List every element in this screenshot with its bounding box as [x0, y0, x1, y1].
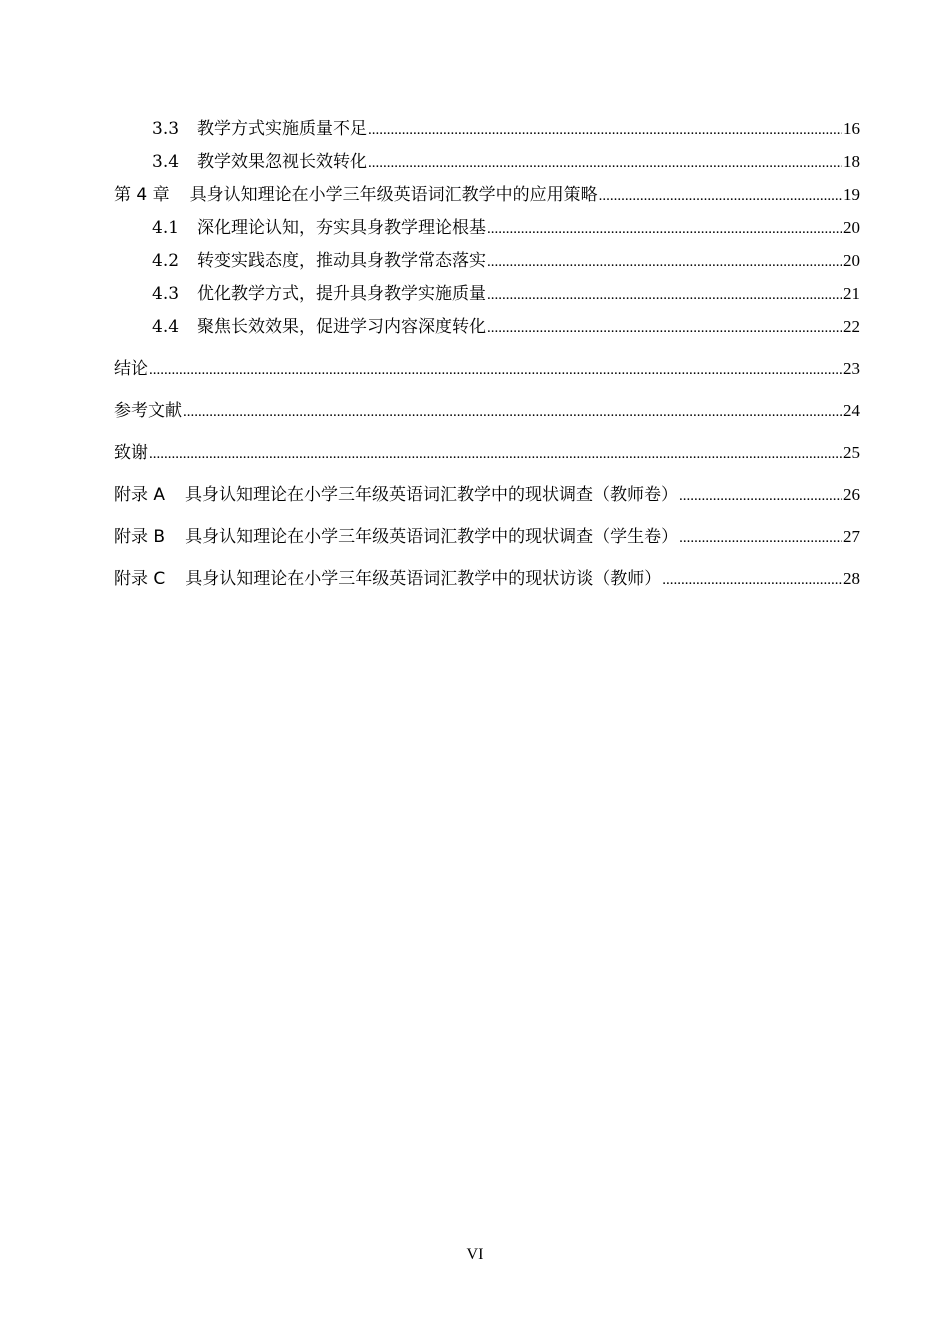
- toc-entry-title: 参考文献: [114, 401, 182, 421]
- toc-entry-title: 具身认知理论在小学三年级英语词汇教学中的应用策略: [189, 185, 598, 205]
- toc-entry-title: 具身认知理论在小学三年级英语词汇教学中的现状访谈（教师）: [185, 569, 662, 589]
- toc-entry[interactable]: [114, 184, 860, 207]
- toc-entry-title: 优化教学方式，提升具身教学实施质量: [197, 284, 487, 304]
- toc-entry[interactable]: [114, 400, 860, 423]
- toc-entry-title: 转变实践态度，推动具身教学常态落实: [197, 251, 487, 271]
- toc-leader-dots: [183, 401, 842, 423]
- toc-entry-page: 28: [843, 569, 860, 588]
- toc-entry[interactable]: [114, 316, 860, 339]
- toc-entry-page: 21: [843, 284, 860, 303]
- toc-entry-page: 25: [843, 443, 860, 462]
- toc-leader-dots: [368, 119, 842, 141]
- toc-leader-dots: [679, 485, 842, 507]
- toc-entry-page: 18: [843, 152, 860, 171]
- toc-entry-number: 第 4 章: [114, 185, 170, 205]
- toc-leader-dots: [662, 569, 842, 591]
- toc-entry[interactable]: [114, 250, 860, 273]
- toc-entry-title: 具身认知理论在小学三年级英语词汇教学中的现状调查（学生卷）: [185, 527, 679, 547]
- toc-leader-dots: [487, 251, 842, 273]
- toc-leader-dots: [149, 443, 842, 465]
- toc-entry-page: 26: [843, 485, 860, 504]
- toc-entry-number: 附录 B: [114, 527, 166, 547]
- toc-entry-title: 教学效果忽视长效转化: [197, 152, 368, 172]
- toc-entry-page: 27: [843, 527, 860, 546]
- toc-entry[interactable]: [114, 442, 860, 465]
- toc-entry-title: 具身认知理论在小学三年级英语词汇教学中的现状调查（教师卷）: [185, 485, 679, 505]
- toc-entry[interactable]: [114, 526, 860, 549]
- toc-entry-page: 20: [843, 218, 860, 237]
- toc-entry-number: 附录 A: [114, 485, 166, 505]
- toc-leader-dots: [679, 527, 842, 549]
- toc-leader-dots: [368, 152, 842, 174]
- toc-entry[interactable]: [114, 283, 860, 306]
- toc-entry-page: 20: [843, 251, 860, 270]
- toc-entry-title: 结论: [114, 359, 148, 379]
- toc-entry-title: 聚焦长效效果，促进学习内容深度转化: [197, 317, 487, 337]
- toc-entry-page: 16: [843, 119, 860, 138]
- toc-entry[interactable]: [114, 568, 860, 591]
- toc-entry-number: 4.1: [152, 218, 180, 238]
- toc-entry-title: 致谢: [114, 443, 148, 463]
- page-number: VI: [466, 1246, 484, 1263]
- toc-entry-page: 23: [843, 359, 860, 378]
- toc-entry[interactable]: [114, 217, 860, 240]
- toc-entry-number: 3.3: [152, 119, 180, 139]
- toc-entry-page: 22: [843, 317, 860, 336]
- toc-entry[interactable]: [114, 358, 860, 381]
- toc-entry-page: 19: [843, 185, 860, 204]
- toc-leader-dots: [487, 317, 842, 339]
- table-of-contents: [114, 118, 860, 610]
- toc-leader-dots: [487, 218, 842, 240]
- toc-entry-number: 3.4: [152, 152, 180, 172]
- toc-leader-dots: [599, 185, 842, 207]
- toc-entry[interactable]: [114, 118, 860, 141]
- toc-leader-dots: [487, 284, 842, 306]
- toc-entry-number: 4.4: [152, 317, 180, 337]
- toc-entry[interactable]: [114, 151, 860, 174]
- toc-entry-number: 4.3: [152, 284, 180, 304]
- toc-leader-dots: [149, 359, 842, 381]
- toc-entry[interactable]: [114, 484, 860, 507]
- toc-entry-title: 深化理论认知，夯实具身教学理论根基: [197, 218, 487, 238]
- toc-entry-number: 附录 C: [114, 569, 166, 589]
- toc-entry-page: 24: [843, 401, 860, 420]
- toc-entry-number: 4.2: [152, 251, 180, 271]
- toc-entry-title: 教学方式实施质量不足: [197, 119, 368, 139]
